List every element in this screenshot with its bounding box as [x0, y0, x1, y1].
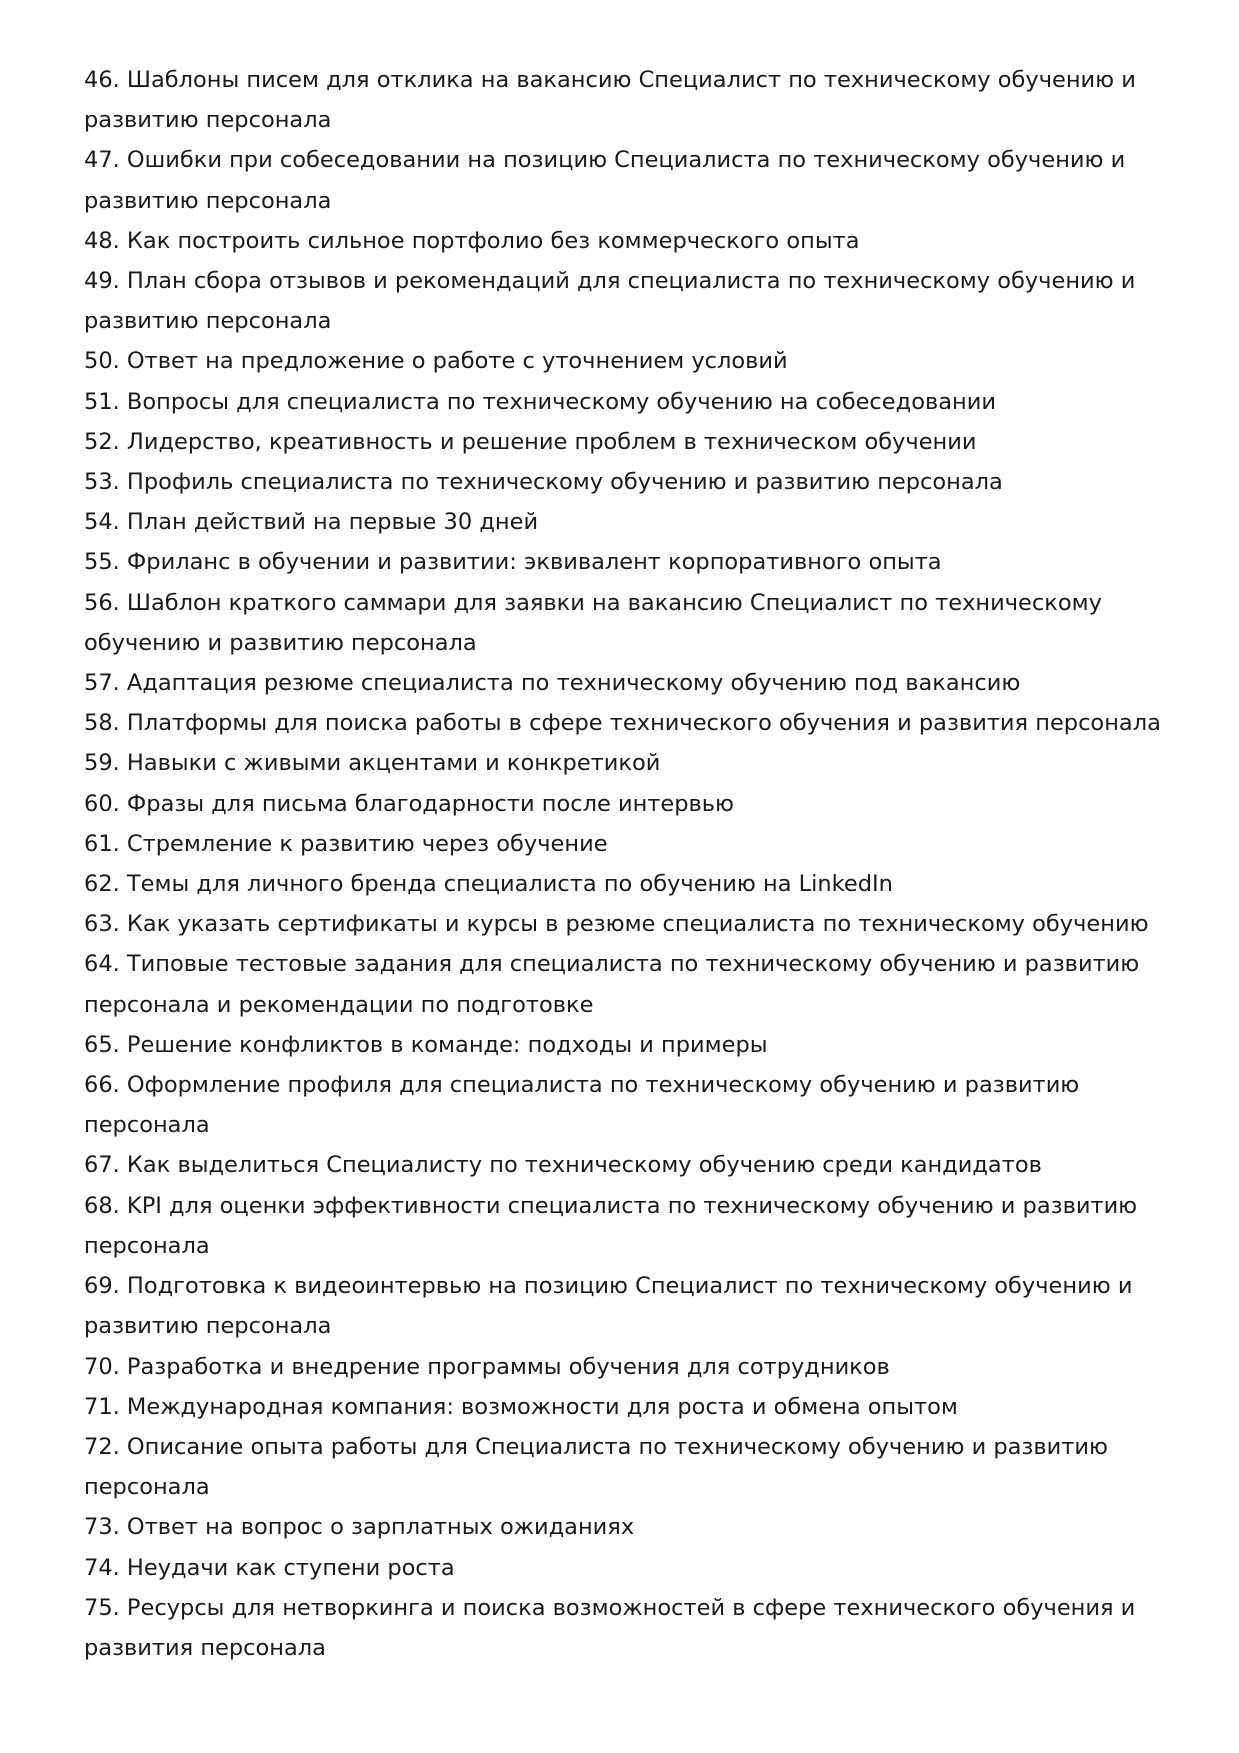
toc-item-47: 47. Ошибки при собеседовании на позицию Специалиста по техническому обучению и развитию персонала: [84, 147, 1126, 214]
toc-item-54: 54. План действий на первые 30 дней: [84, 509, 539, 536]
toc-item-67: 67. Как выделиться Специалисту по техническому обучению среди кандидатов: [84, 1152, 1042, 1179]
toc-item-63: 63. Как указать сертификаты и курсы в резюме специалиста по техническому обучению: [84, 911, 1149, 938]
toc-item-70: 70. Разработка и внедрение программы обучения для сотрудников: [84, 1353, 890, 1380]
toc-item-59: 59. Навыки с живыми акцентами и конкретикой: [84, 750, 661, 777]
document-page: [84, 60, 1164, 1668]
toc-item-75: 75. Ресурсы для нетворкинга и поиска возможностей в сфере технического обучения и развития персонала: [84, 1594, 1136, 1661]
toc-item-50: 50. Ответ на предложение о работе с уточнением условий: [84, 348, 788, 375]
toc-item-58: 58. Платформы для поиска работы в сфере технического обучения и развития персонала: [84, 710, 1161, 737]
toc-item-73: 73. Ответ на вопрос о зарплатных ожиданиях: [84, 1514, 635, 1541]
toc-list: [84, 60, 1164, 1668]
toc-item-72: 72. Описание опыта работы для Специалиста по техническому обучению и развитию персонала: [84, 1433, 1108, 1501]
toc-item-69: 69. Подготовка к видеоинтервью на позицию Специалист по техническому обучению и развитию персонала: [84, 1273, 1133, 1340]
toc-item-65: 65. Решение конфликтов в команде: подходы и примеры: [84, 1031, 768, 1058]
toc-item-46: 46. Шаблоны писем для отклика на вакансию Специалист по техническому обучению и развитию персонала: [84, 67, 1136, 134]
toc-item-71: 71. Международная компания: возможности для роста и обмена опытом: [84, 1393, 958, 1420]
toc-item-60: 60. Фразы для письма благодарности после интервью: [84, 790, 734, 817]
toc-item-61: 61. Стремление к развитию через обучение: [84, 830, 608, 857]
toc-item-55: 55. Фриланс в обучении и развитии: эквивалент корпоративного опыта: [84, 549, 942, 576]
toc-item-74: 74. Неудачи как ступени роста: [84, 1554, 455, 1581]
toc-item-49: 49. План сбора отзывов и рекомендаций для специалиста по техническому обучению и развитию персонала: [84, 268, 1136, 335]
toc-item-68: 68. KPI для оценки эффективности специалиста по техническому обучению и развитию персонала: [84, 1192, 1138, 1259]
toc-item-64: 64. Типовые тестовые задания для специалиста по техническому обучению и развитию персонала и рекомендации по подготовке: [84, 951, 1140, 1018]
toc-item-52: 52. Лидерство, креативность и решение проблем в техническом обучении: [84, 428, 977, 455]
toc-item-62: 62. Темы для личного бренда специалиста по обучению на LinkedIn: [84, 871, 893, 898]
toc-item-66: 66. Оформление профиля для специалиста по техническому обучению и развитию персонала: [84, 1072, 1080, 1139]
toc-item-56: 56. Шаблон краткого саммари для заявки на вакансию Специалист по техническому обучению и развитию персонала: [84, 589, 1102, 656]
toc-item-48: 48. Как построить сильное портфолио без коммерческого опыта: [84, 227, 860, 254]
toc-item-53: 53. Профиль специалиста по техническому обучению и развитию персонала: [84, 469, 1003, 496]
toc-item-51: 51. Вопросы для специалиста по техническому обучению на собеседовании: [84, 388, 996, 415]
toc-item-57: 57. Адаптация резюме специалиста по техническому обучению под вакансию: [84, 670, 1021, 697]
